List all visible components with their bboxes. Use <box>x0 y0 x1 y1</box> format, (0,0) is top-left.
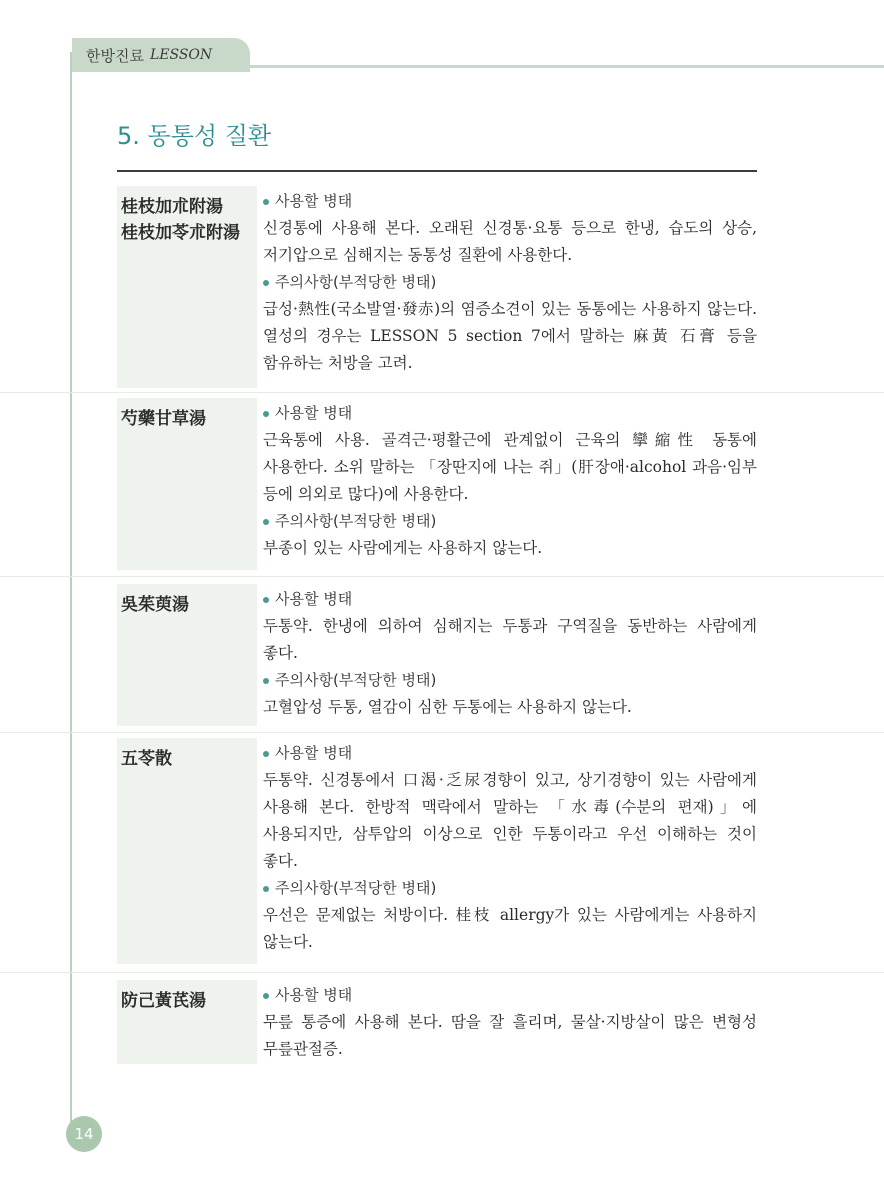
bullet-heading-text: 사용할 병태 <box>275 404 353 422</box>
prescription-name-cell <box>117 186 257 388</box>
prescription-name: 防己黃芪湯 <box>121 991 206 1011</box>
bullet-heading <box>263 667 757 694</box>
entry-paragraph: 신경통에 사용해 본다. 오래된 신경통·요통 등으로 한냉, 습도의 상승, 저기압으로 심해지는 동통성 질환에 사용한다. <box>263 219 757 264</box>
bullet-icon <box>263 993 269 999</box>
row-separator <box>0 392 884 393</box>
entry-content <box>263 188 757 377</box>
bullet-heading <box>263 188 757 215</box>
bullet-heading <box>263 400 757 427</box>
bullet-icon <box>263 678 269 684</box>
running-header <box>72 38 884 72</box>
entry-paragraph: 급성·熱性(국소발열·發赤)의 염증소견이 있는 동통에는 사용하지 않는다. 열성의 경우는 LESSON 5 section 7에서 말하는 麻黃 石膏 등을 함유하는 처방을 고려. <box>263 300 757 372</box>
entry-content <box>263 586 757 721</box>
header-lesson-label: LESSON <box>149 47 213 63</box>
title-rule <box>117 170 757 172</box>
entry-paragraph: 근육통에 사용. 골격근·평활근에 관계없이 근육의 攣縮性 동통에 사용한다. 소위 말하는 「장딴지에 나는 쥐」(肝장애·alcohol 과음·임부 등에 의외로 많다)에 사용한다. <box>263 431 757 503</box>
prescription-name: 吳茱萸湯 <box>121 595 189 615</box>
prescription-name: 桂枝加朮附湯 <box>121 197 223 217</box>
bullet-heading-text: 사용할 병태 <box>275 744 353 762</box>
prescription-name-cell <box>117 584 257 726</box>
bullet-heading <box>263 586 757 613</box>
bullet-heading-text: 주의사항(부적당한 병태) <box>275 512 437 530</box>
bullet-heading-text: 주의사항(부적당한 병태) <box>275 273 437 291</box>
entry-paragraph: 무릎 통증에 사용해 본다. 땀을 잘 흘리며, 물살·지방살이 많은 변형성 무릎관절증. <box>263 1013 757 1058</box>
row-separator <box>0 732 884 733</box>
entry-content <box>263 400 757 562</box>
prescription-name-cell <box>117 738 257 964</box>
bullet-icon <box>263 886 269 892</box>
bullet-heading <box>263 982 757 1009</box>
bullet-heading <box>263 508 757 535</box>
section-title: 5. 동통성 질환 <box>117 122 272 150</box>
prescription-name-cell <box>117 398 257 570</box>
page-edge-line <box>70 52 72 1144</box>
header-tab <box>72 38 250 72</box>
bullet-heading <box>263 875 757 902</box>
entry-paragraph: 부종이 있는 사람에게는 사용하지 않는다. <box>263 539 543 557</box>
bullet-heading-text: 주의사항(부적당한 병태) <box>275 879 437 897</box>
header-tab-label: 한방진료 <box>86 46 144 65</box>
entry-paragraph: 우선은 문제없는 처방이다. 桂枝 allergy가 있는 사람에게는 사용하지 않는다. <box>263 906 757 951</box>
bullet-icon <box>263 519 269 525</box>
bullet-heading-text: 주의사항(부적당한 병태) <box>275 671 437 689</box>
bullet-heading-text: 사용할 병태 <box>275 986 353 1004</box>
header-rule <box>250 65 884 68</box>
bullet-heading-text: 사용할 병태 <box>275 590 353 608</box>
entry-content <box>263 982 757 1063</box>
bullet-icon <box>263 280 269 286</box>
entry-paragraph: 두통약. 한냉에 의하여 심해지는 두통과 구역질을 동반하는 사람에게 좋다. <box>263 617 757 662</box>
page-number: 14 <box>74 1125 94 1143</box>
entry-content <box>263 740 757 956</box>
bullet-heading-text: 사용할 병태 <box>275 192 353 210</box>
entry-paragraph: 두통약. 신경통에서 口渴·乏尿경향이 있고, 상기경향이 있는 사람에게 사용해 본다. 한방적 맥락에서 말하는 「水毒(수분의 편재)」에 사용되지만, 삼투압의 이상으로 인한 두통이라고 우선 이해하는 것이 좋다. <box>263 771 757 870</box>
prescription-name-cell <box>117 980 257 1064</box>
bullet-heading <box>263 740 757 767</box>
entry-paragraph: 고혈압성 두통, 열감이 심한 두통에는 사용하지 않는다. <box>263 698 632 716</box>
row-separator <box>0 972 884 973</box>
bullet-heading <box>263 269 757 296</box>
page-number-badge <box>66 1116 102 1152</box>
prescription-name: 桂枝加苓朮附湯 <box>121 223 240 243</box>
bullet-icon <box>263 411 269 417</box>
row-separator <box>0 576 884 577</box>
prescription-name: 芍藥甘草湯 <box>121 409 206 429</box>
bullet-icon <box>263 751 269 757</box>
bullet-icon <box>263 597 269 603</box>
prescription-name: 五苓散 <box>121 749 172 769</box>
bullet-icon <box>263 199 269 205</box>
